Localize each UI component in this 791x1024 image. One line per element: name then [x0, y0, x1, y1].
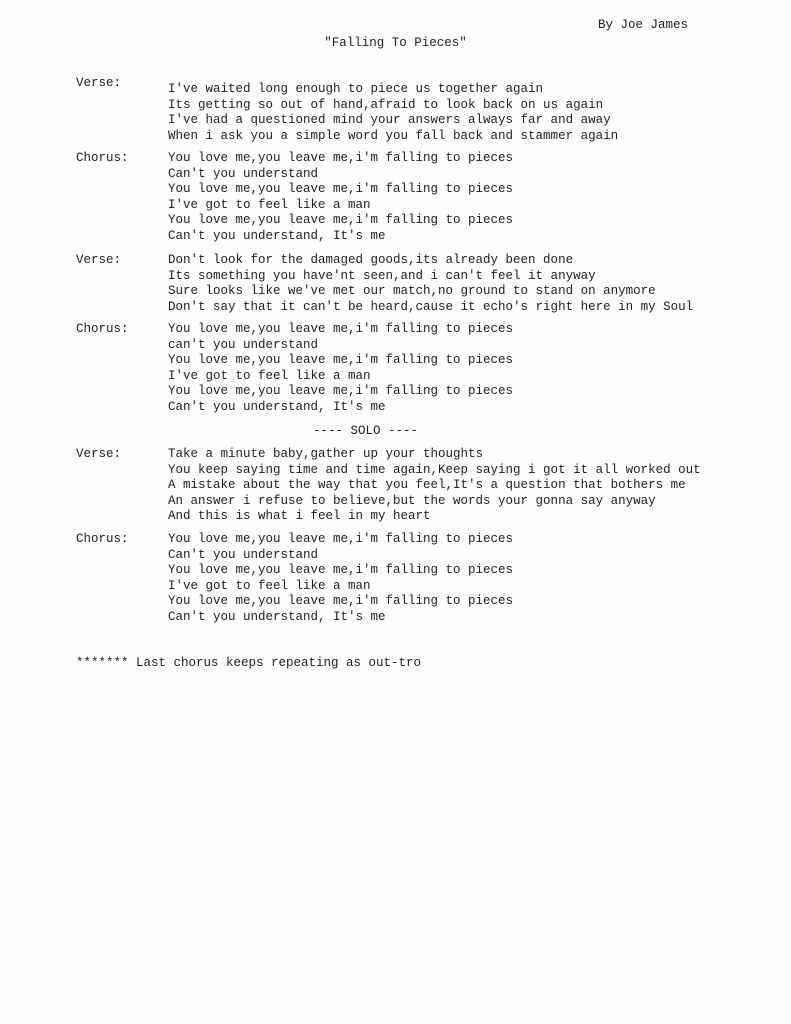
- lyric-line: You love me,you leave me,i'm falling to pieces: [168, 322, 514, 336]
- lyric-line: You love me,you leave me,i'm falling to pieces: [168, 213, 514, 227]
- lyric-line: Take a minute baby,gather up your thoughts: [168, 447, 484, 461]
- lyric-line: When i ask you a simple word you fall back and stammer again: [168, 128, 619, 143]
- solo-marker: ---- SOLO ----: [313, 424, 419, 438]
- lyric-line: Can't you understand: [168, 547, 319, 562]
- lyric-line: You love me,you leave me,i'm falling to pieces: [168, 563, 514, 577]
- lyric-line: You love me,you leave me,i'm falling to pieces: [168, 384, 514, 398]
- section-label: Verse:: [76, 253, 122, 267]
- lyric-line: You love me,you leave me,i'm falling to pieces: [168, 532, 514, 546]
- lyric-lines: [168, 532, 513, 625]
- lyric-lines: [168, 447, 701, 525]
- lyric-line: Can't you understand: [168, 166, 319, 181]
- lyric-lines: [168, 151, 513, 244]
- lyric-line: You love me,you leave me,i'm falling to pieces: [168, 594, 514, 608]
- lyric-line: And this is what i feel in my heart: [168, 509, 431, 523]
- lyric-line: You keep saying time and time again,Keep saying i got it all worked out: [168, 462, 701, 477]
- lyric-line: Can't you understand, It's me: [168, 228, 386, 243]
- lyric-line: I've got to feel like a man: [168, 578, 371, 593]
- lyric-line: Don't look for the damaged goods,its already been done: [168, 253, 574, 267]
- song-title: "Falling To Pieces": [324, 36, 467, 50]
- section-label: Chorus:: [76, 322, 129, 336]
- lyric-line: Can't you understand, It's me: [168, 609, 386, 624]
- lyric-lines: [168, 322, 513, 415]
- lyric-line: You love me,you leave me,i'm falling to pieces: [168, 182, 514, 196]
- lyric-line: can't you understand: [168, 337, 319, 352]
- lyric-line: I've waited long enough to piece us together again: [168, 82, 544, 96]
- lyric-line: You love me,you leave me,i'm falling to pieces: [168, 151, 514, 165]
- section-label: Chorus:: [76, 151, 129, 165]
- lyric-line: An answer i refuse to believe,but the words your gonna say anyway: [168, 493, 656, 508]
- lyric-line: Can't you understand, It's me: [168, 399, 386, 414]
- lyric-line: Sure looks like we've met our match,no ground to stand on anymore: [168, 284, 656, 298]
- lyric-line: I've got to feel like a man: [168, 197, 371, 212]
- lyric-line: Don't say that it can't be heard,cause it echo's right here in my Soul: [168, 299, 694, 314]
- lyric-line: You love me,you leave me,i'm falling to pieces: [168, 353, 514, 367]
- lyric-line: I've had a questioned mind your answers always far and away: [168, 113, 611, 127]
- section-label: Verse:: [76, 447, 122, 461]
- lyric-lines: [168, 82, 618, 144]
- author-credit: By Joe James: [598, 18, 689, 32]
- lyric-line: Its something you have'nt seen,and i can't feel it anyway: [168, 268, 596, 283]
- lyric-line: Its getting so out of hand,afraid to look back on us again: [168, 97, 604, 112]
- lyric-line: A mistake about the way that you feel,It's a question that bothers me: [168, 478, 686, 492]
- section-label: Chorus:: [76, 532, 129, 546]
- section-label: Verse:: [76, 76, 122, 90]
- lyric-line: I've got to feel like a man: [168, 368, 371, 383]
- lyric-lines: [168, 253, 693, 315]
- outro-note: ******* Last chorus keeps repeating as out-tro: [76, 656, 422, 670]
